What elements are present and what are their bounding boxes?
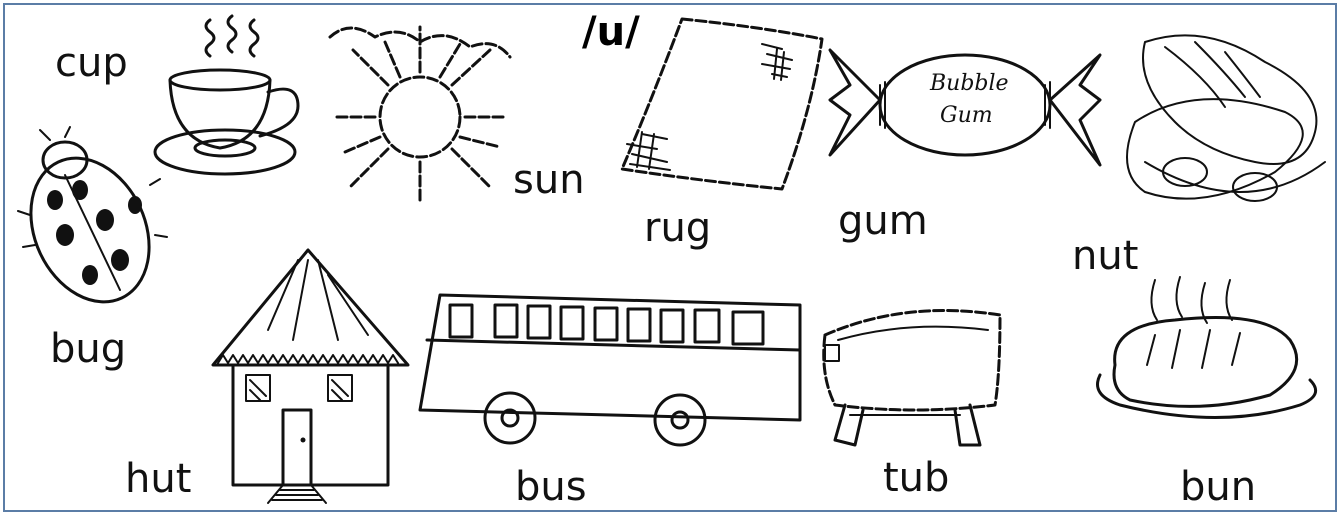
word-rug: rug xyxy=(644,205,712,251)
word-bug: bug xyxy=(50,326,127,372)
word-nut: nut xyxy=(1072,233,1139,279)
candy-label-line1: Bubble xyxy=(930,71,1009,96)
candy-label-line2: Gum xyxy=(940,103,993,128)
word-cup: cup xyxy=(55,40,128,86)
word-gum: gum xyxy=(838,198,928,244)
bus-drawing xyxy=(415,290,810,450)
peanut-drawing xyxy=(1105,22,1335,222)
cup-drawing xyxy=(150,12,320,192)
bubble-gum-drawing xyxy=(825,40,1105,180)
rug-drawing xyxy=(612,14,832,194)
bun-drawing xyxy=(1095,275,1320,445)
bathtub-drawing xyxy=(820,300,1005,460)
ladybug-drawing xyxy=(10,125,170,305)
word-sun: sun xyxy=(513,157,585,203)
word-hut: hut xyxy=(125,456,192,502)
word-tub: tub xyxy=(883,455,950,501)
word-bun: bun xyxy=(1180,464,1257,510)
hut-drawing xyxy=(208,245,413,505)
sun-drawing xyxy=(325,22,515,202)
word-bus: bus xyxy=(515,464,587,510)
page-title: /u/ xyxy=(582,9,640,55)
